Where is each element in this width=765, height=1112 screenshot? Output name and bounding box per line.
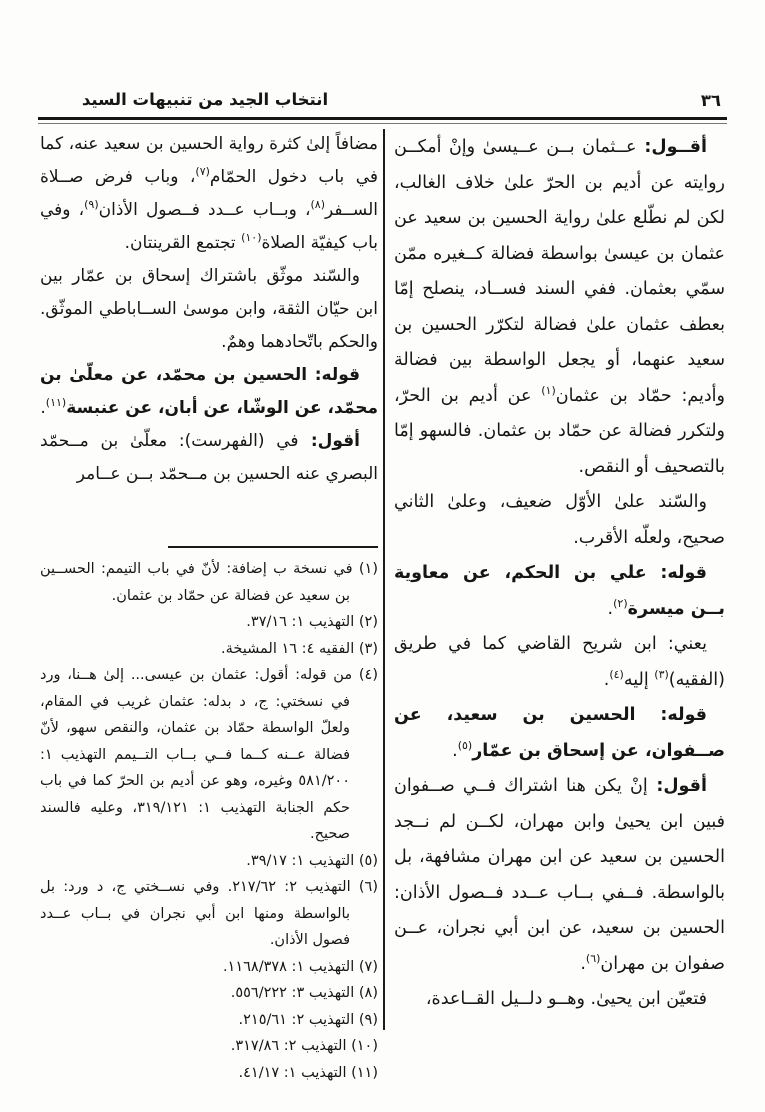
paragraph xyxy=(394,698,725,769)
text-run: . xyxy=(607,598,614,619)
text-run: قوله: علي بن الحكم، عن معاوية بــن ميسرة xyxy=(394,563,725,619)
text-run: . xyxy=(452,740,458,761)
paragraph xyxy=(40,260,378,359)
footnote-number: (٥) xyxy=(354,852,378,869)
footnote-ref-marker: (٩) xyxy=(84,198,99,211)
text-run: . xyxy=(603,669,610,690)
text-run: مضافاً إلىٰ كثرة رواية الحسين بن سعيد عنه، كما في باب دخول الحمّام xyxy=(40,134,379,187)
footnote-entry xyxy=(40,848,378,875)
text-run: ، وبــاب عــدد فــصول الأذان xyxy=(98,200,311,220)
text-run: فتعيّن ابن يحيىٰ. وهــو دلــيل القــاعدة، xyxy=(425,989,707,1009)
text-run: ، وفي باب كيفيّة الصلاة xyxy=(40,200,378,253)
footnote-entry xyxy=(40,954,378,981)
header-rule xyxy=(38,117,727,120)
column-left-body-text xyxy=(40,128,378,491)
text-run: إليه xyxy=(623,669,655,690)
text-run: قوله: الحسين بن سعيد، عن صــفوان، عن إسحاق بن عمّار xyxy=(394,705,725,761)
paragraph xyxy=(394,556,725,627)
paragraph xyxy=(40,128,378,260)
footnote-text: التهذيب ١: ٤١/١٧. xyxy=(238,1064,347,1081)
footnote-entry xyxy=(40,1033,378,1060)
footnote-ref-marker: (٣) xyxy=(654,667,669,681)
text-run: والسّند علىٰ الأوّل ضعيف، وعلىٰ الثاني صحيح، ولعلّه الأقرب. xyxy=(394,492,725,548)
paragraph xyxy=(40,425,378,491)
footnote-number: (٩) xyxy=(354,1011,378,1028)
footnote-number: (٨) xyxy=(354,985,378,1001)
footnote-number: (١١) xyxy=(346,1064,378,1081)
text-run: عــثمان بــن عــيسىٰ وإنْ أمكــن روايته عن أديم بن الحرّ علىٰ خلاف الغالب، لكن لم نطّلع علىٰ رواية الحسين بن سعيد عن عثمان بن عيسىٰ بواسطة فضالة كــغيره ممّن سمّي بعثمان. ففي السند فســاد، ينصلح إمّا بعطف عثمان علىٰ فضالة لتكرّر الحسين بن سعيد عنهما، أو يجعل الواسطة بين فضالة وأديم: حمّاد بن عثمان xyxy=(394,137,725,406)
footnote-separator-rule xyxy=(168,546,378,548)
running-title: انتخاب الجيد من تنبيهات السيد xyxy=(81,90,329,109)
text-run: عن أديم بن الحرّ، ولتكرر فضالة عن حمّاد بن عثمان. فالسهو إمّا بالتصحيف أو النقص. xyxy=(394,385,725,477)
footnote-text: التهذيب ٢: ٣١٧/٨٦. xyxy=(230,1038,347,1054)
text-run: . xyxy=(40,398,46,418)
footnote-text: في نسخة ب إضافة: لأنّ في باب التيمم: الحســين بن سعيد عن فضالة عن حمّاد بن عثمان. xyxy=(40,561,353,604)
footnote-text: التهذيب ١: ٣٩/١٧. xyxy=(246,852,355,869)
page-number: ٣٦ xyxy=(700,91,721,110)
footnote-ref-marker: (١٠) xyxy=(241,231,262,244)
footnote-text: التهذيب ١: ١١٦٨/٣٧٨. xyxy=(222,958,355,975)
footnote-ref-marker: (٢) xyxy=(613,596,628,610)
footnote-ref-marker: (١) xyxy=(541,383,556,397)
paragraph xyxy=(40,359,378,425)
footnote-ref-marker: (٨) xyxy=(310,198,325,211)
footnote-number: (١) xyxy=(352,561,378,577)
footnote-ref-marker: (٥) xyxy=(457,738,473,752)
text-run: أقول: xyxy=(647,776,707,796)
footnote-text: التهذيب ٢: ٢١٥/٦١. xyxy=(238,1011,355,1028)
text-run: في (الفهرست): معلّىٰ بن مــحمّد البصري عنه الحسين بن مــحمّد بــن عــامر xyxy=(40,431,378,484)
footnote-entry xyxy=(40,662,378,848)
paragraph xyxy=(394,130,725,485)
footnote-number: (١٠) xyxy=(346,1038,378,1054)
text-run: أقــول: xyxy=(636,137,707,157)
paragraph xyxy=(394,627,725,698)
footnote-entry xyxy=(40,1060,378,1087)
footnote-entry xyxy=(40,556,378,609)
footnote-number: (٦) xyxy=(350,879,379,895)
text-run: والسّند موثّق باشتراك إسحاق بن عمّار بين ابن حيّان الثقة، وابن موسىٰ الســاباطي الموثّق. والحكم باتّحادهما وهمٌ. xyxy=(40,266,378,352)
text-run: تجتمع القرينتان. xyxy=(124,233,242,253)
footnote-number: (٧) xyxy=(354,958,378,975)
footnote-number: (٣) xyxy=(354,640,378,657)
footnote-ref-marker: (٦) xyxy=(585,951,601,965)
text-run: قوله: الحسين بن محمّد، عن معلّىٰ بن محمّد، عن الوشّا، عن أبان، عن عنبسة xyxy=(40,365,378,418)
footnotes-block xyxy=(40,556,378,1086)
footnote-text: الفقيه ٤: ١٦ المشيخة. xyxy=(221,640,355,657)
column-divider-rule xyxy=(383,129,385,1030)
paragraph xyxy=(394,485,725,556)
footnote-ref-marker: (١١) xyxy=(45,396,67,409)
footnote-entry xyxy=(40,1007,378,1034)
text-run: أقول: xyxy=(298,431,360,451)
footnote-text: التهذيب ١: ٣٧/١٦. xyxy=(246,614,355,630)
header-rule-thin xyxy=(38,123,727,124)
footnote-entry xyxy=(40,636,378,663)
column-right-body-text xyxy=(394,130,725,1018)
footnote-text: التهذيب ٢: ٢١٧/٦٢. وفي نســختي ج، د ورد: بل بالواسطة ومنها ابن أبي نجران في بــاب عــدد فصول الأذان. xyxy=(40,879,351,948)
footnote-entry xyxy=(40,874,378,954)
footnote-text: من قوله: أقول: عثمان بن عيسى... إلىٰ هــنا، ورد في نسختي: ج، د بدله: عثمان غريب في المقام، ولعلّ الواسطة حمّاد بن عثمان، والنقص سهو، لأنّ فضالة عــنه كــما فــي بــاب التــيمم التهذيب ١: ٥٨١/٢٠٠ وغيره، وهو عن أديم بن الحرّ كما في باب حكم الجنابة التهذيب ١: ٣١٩/١٢١، وعليه فالسند صحيح. xyxy=(40,667,353,842)
footnote-entry xyxy=(40,980,378,1007)
text-run: إنْ يكن هنا اشتراك فــي صــفوان فبين ابن يحيىٰ وابن مهران، لكــن لم نــجد الحسين بن سعيد عن ابن مهران مشافهة، بل بالواسطة. فــفي بــاب عــدد فــصول الأذان: الحسين بن سعيد، عن ابن أبي نجران، عــن صفوان بن مهران xyxy=(394,776,725,974)
paragraph xyxy=(394,982,725,1018)
footnote-text: التهذيب ٣: ٥٥٦/٢٢٢. xyxy=(230,985,355,1001)
text-run: يعني: ابن شريح القاضي كما في طريق (الفقيه) xyxy=(394,634,725,690)
footnote-ref-marker: (٧) xyxy=(195,165,210,178)
footnote-entry xyxy=(40,609,378,636)
text-run: ، وباب فرض صــلاة الســفر xyxy=(40,167,378,220)
footnote-number: (٤) xyxy=(352,667,378,683)
footnote-number: (٢) xyxy=(354,614,378,630)
paragraph xyxy=(394,769,725,982)
text-run: . xyxy=(580,953,586,974)
footnote-ref-marker: (٤) xyxy=(609,667,624,681)
